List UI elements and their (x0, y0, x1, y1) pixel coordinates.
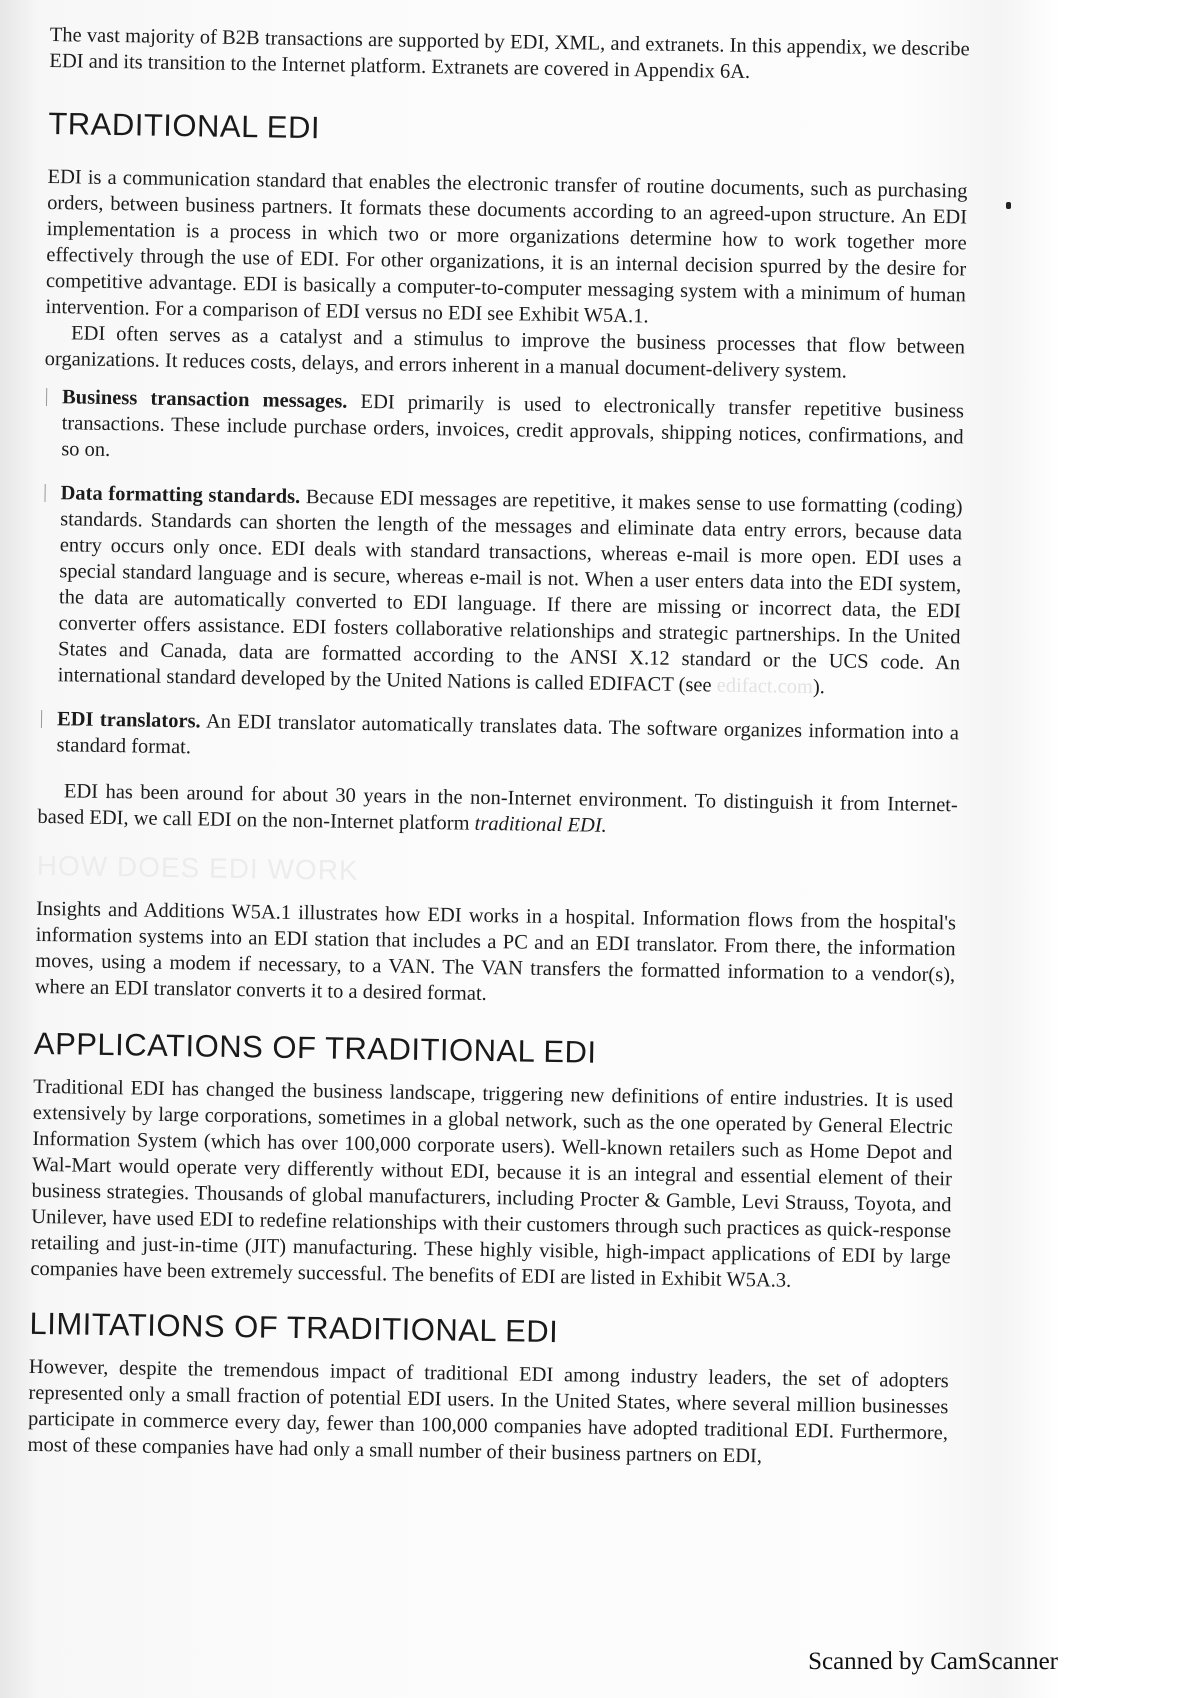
see-prefix: (see (678, 673, 712, 697)
see-suffix: ). (812, 676, 826, 699)
page-content (27, 22, 969, 1472)
heading-limitations: LIMITATIONS OF TRADITIONAL EDI (29, 1305, 559, 1350)
see-faded-link: edifact.com (711, 674, 814, 699)
term-data-formatting: Data formatting standards. (60, 482, 301, 508)
list-item-edi-translators (38, 706, 959, 772)
intro-paragraph: The vast majority of B2B transactions are supported by EDI, XML, and extranets. In this appendix, we describe EDI and its transition to the Internet platform. Extranets are covered in Appendix 6A. (49, 23, 970, 84)
heading-applications: APPLICATIONS OF TRADITIONAL EDI (33, 1025, 597, 1070)
list-item-business-messages (43, 384, 964, 476)
scanner-watermark: Scanned by CamScanner (808, 1648, 1058, 1675)
edi-features-list (38, 384, 964, 772)
heading-traditional-edi: TRADITIONAL EDI (48, 105, 321, 146)
term-business-messages: Business transaction messages. (61, 386, 348, 413)
how-paragraph: Insights and Additions W5A.1 illustrates how EDI works in a hospital. Information flows from the hospital's information systems into an EDI station that includes a PC and an EDI translator. From there, the information moves, using a modem if necessary, to a VAN. The VAN transfers the formatted information to a vendor(s), where an EDI translator converts it to a desired format. (34, 897, 957, 1005)
traditional-p3-text: EDI has been around for about 30 years in the non-Internet environment. To distinguish it from Internet-based EDI, we call EDI on the non-Internet platform (37, 780, 958, 835)
term-edi-translators: EDI translators. (56, 708, 201, 733)
traditional-paragraph-2: EDI often serves as a catalyst and a stimulus to improve the business processes that flow between organizations. It reduces costs, delays, and errors inherent in a manual document-delivery system. (44, 322, 966, 383)
traditional-paragraph-1: EDI is a communication standard that enables the electronic transfer of routine documents, such as purchasing orders, between business partners. It formats these documents according to an agreed-upon structure. An EDI implementation is a process in which two or more organizations determine how to work together more effectively through the use of EDI. For other organizations, it is an internal decision spurred by the desire for competitive advantage. EDI is basically a computer-to-computer messaging system with a minimum of human intervention. For a comparison of EDI versus no EDI see Exhibit W5A.1. (45, 165, 968, 328)
traditional-p3-italic: traditional EDI. (474, 812, 607, 837)
limitations-paragraph: However, despite the tremendous impact of traditional EDI among industry leaders, the set of adopters represented only a small fraction of potential EDI users. In the United States, where several million businesses participate in commerce every day, fewer than 100,000 companies have adopted traditional EDI. Furthermore, most of these companies have had only a small number of their business partners on EDI, (27, 1355, 949, 1468)
heading-how-edi-works: HOW DOES EDI WORK (36, 849, 359, 886)
applications-paragraph: Traditional EDI has changed the business landscape, triggering new definitions of entire industries. It is used extensively by large corporations, sometimes in a global network, such as the one operated by General Electric Information System (which has over 100,000 corporate users). Well-known retailers such as Home Depot and Wal-Mart would operate very differently without EDI, because it is an integral and essential element of their business strategies. Thousands of global manufacturers, including Procter & Gamble, Levi Strauss, Toyota, and Unilever, have used EDI to redefine relationships with their customers through such practices as quick-response retailing and just-in-time (JIT) manufacturing. These highly visible, high-impact applications of EDI by large companies have been extremely successful. The benefits of EDI are listed in Exhibit W5A.3. (30, 1075, 954, 1292)
text-data-formatting: Because EDI messages are repetitive, it makes sense to use formatting (coding) standards. Standards can shorten the length of the messages and eliminate data entry errors, because data entry occurs only once. EDI deals with standard transactions, whereas e-mail is more open. EDI uses a special standard language and is secure, whereas e-mail is not. When a user enters data into the EDI system, the data are automatically converted to EDI language. If there are missing or incorrect data, the EDI converter offers assistance. EDI fosters collaborative relationships and strategic partnerships. In the United States and Canada, data are formatted according to the ANSI X.12 standard or the UCS code. An international standard developed by the United Nations is called EDIFACT (57, 485, 963, 696)
traditional-paragraph-3 (37, 778, 958, 844)
list-item-data-formatting (40, 480, 963, 702)
text-edi-translators: An EDI translator automatically translates data. The software organizes information into a standard format. (56, 710, 960, 759)
scan-speck (1006, 202, 1011, 209)
text-business-messages: EDI primarily is used to electronically transfer repetitive business transactions. These include purchase orders, invoices, credit approvals, shipping notices, confirmations, and so on. (61, 390, 965, 461)
